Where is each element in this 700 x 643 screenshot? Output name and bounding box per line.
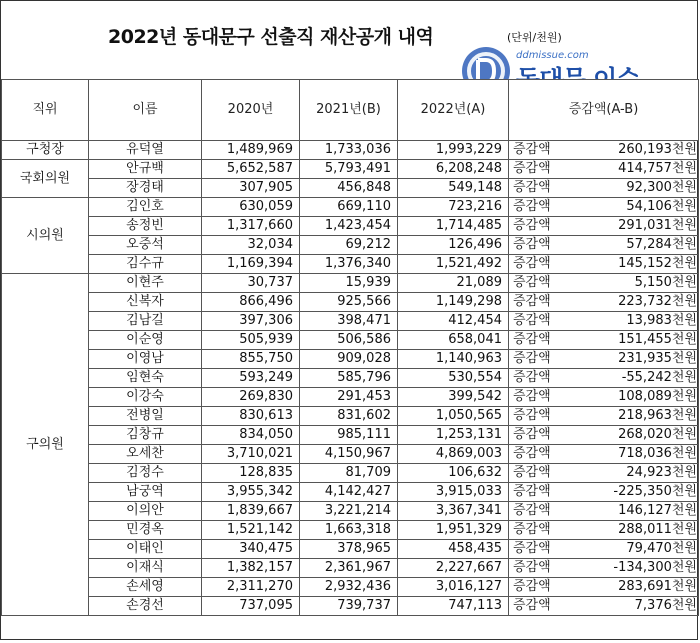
- name-cell: 민경옥: [89, 521, 202, 540]
- table-row: [2, 141, 699, 160]
- unit-label: (단위/천원): [507, 31, 562, 44]
- table-row: [2, 293, 699, 312]
- change-value: 414,757천원: [618, 161, 697, 176]
- value-2022-cell: 3,915,033: [398, 483, 509, 502]
- change-label: 증감액: [513, 351, 551, 366]
- value-2022-cell: 1,149,298: [398, 293, 509, 312]
- value-2020-cell: 834,050: [202, 426, 300, 445]
- change-cell: [509, 198, 699, 217]
- change-label: 증감액: [513, 275, 551, 290]
- change-cell: [509, 369, 699, 388]
- name-cell: 김수규: [89, 255, 202, 274]
- header-name: 이름: [89, 80, 202, 141]
- table-row: [2, 312, 699, 331]
- name-cell: 임현숙: [89, 369, 202, 388]
- change-cell: [509, 293, 699, 312]
- value-2020-cell: 269,830: [202, 388, 300, 407]
- name-cell: 이태인: [89, 540, 202, 559]
- asset-disclosure-table: [1, 79, 699, 616]
- table-row: [2, 559, 699, 578]
- value-2022-cell: 1,140,963: [398, 350, 509, 369]
- change-label: 증감액: [513, 522, 551, 537]
- change-label: 증감액: [513, 408, 551, 423]
- value-2021-cell: 398,471: [300, 312, 398, 331]
- value-2021-cell: 4,142,427: [300, 483, 398, 502]
- value-2021-cell: 1,423,454: [300, 217, 398, 236]
- change-cell: [509, 559, 699, 578]
- value-2020-cell: 866,496: [202, 293, 300, 312]
- change-value: -225,350천원: [613, 484, 697, 499]
- change-cell: [509, 521, 699, 540]
- change-cell: [509, 179, 699, 198]
- change-cell: [509, 388, 699, 407]
- change-cell: [509, 236, 699, 255]
- value-2022-cell: 126,496: [398, 236, 509, 255]
- change-cell: [509, 217, 699, 236]
- value-2020-cell: 630,059: [202, 198, 300, 217]
- change-value: 291,031천원: [618, 218, 697, 233]
- change-value: 13,983천원: [626, 313, 697, 328]
- change-cell: [509, 350, 699, 369]
- value-2021-cell: 1,663,318: [300, 521, 398, 540]
- change-value: 268,020천원: [618, 427, 697, 442]
- value-2020-cell: 737,095: [202, 597, 300, 616]
- value-2022-cell: 3,367,341: [398, 502, 509, 521]
- table-row: [2, 331, 699, 350]
- position-cell: 구의원: [2, 274, 89, 616]
- change-label: 증감액: [513, 313, 551, 328]
- value-2022-cell: 1,050,565: [398, 407, 509, 426]
- table-row: [2, 388, 699, 407]
- change-cell: [509, 597, 699, 616]
- name-cell: 김인호: [89, 198, 202, 217]
- change-label: 증감액: [513, 579, 551, 594]
- change-cell: [509, 312, 699, 331]
- change-value: 108,089천원: [618, 389, 697, 404]
- table-row: [2, 179, 699, 198]
- value-2022-cell: 412,454: [398, 312, 509, 331]
- value-2021-cell: 1,376,340: [300, 255, 398, 274]
- value-2020-cell: 505,939: [202, 331, 300, 350]
- position-cell: 시의원: [2, 198, 89, 274]
- table-row: [2, 369, 699, 388]
- value-2022-cell: 4,869,003: [398, 445, 509, 464]
- header-2022: 2022년(A): [398, 80, 509, 141]
- name-cell: 손경선: [89, 597, 202, 616]
- value-2021-cell: 291,453: [300, 388, 398, 407]
- change-value: 54,106천원: [626, 199, 697, 214]
- change-value: -134,300천원: [613, 560, 697, 575]
- change-cell: [509, 407, 699, 426]
- change-label: 증감액: [513, 142, 551, 157]
- name-cell: 김창규: [89, 426, 202, 445]
- change-cell: [509, 578, 699, 597]
- change-label: 증감액: [513, 446, 551, 461]
- change-value: 57,284천원: [626, 237, 697, 252]
- value-2021-cell: 1,733,036: [300, 141, 398, 160]
- change-value: 7,376천원: [634, 598, 697, 613]
- value-2021-cell: 69,212: [300, 236, 398, 255]
- value-2022-cell: 1,253,131: [398, 426, 509, 445]
- value-2021-cell: 5,793,491: [300, 160, 398, 179]
- change-label: 증감액: [513, 237, 551, 252]
- value-2021-cell: 2,932,436: [300, 578, 398, 597]
- table-row: [2, 274, 699, 293]
- value-2020-cell: 128,835: [202, 464, 300, 483]
- name-cell: 이의안: [89, 502, 202, 521]
- value-2021-cell: 985,111: [300, 426, 398, 445]
- table-row: [2, 407, 699, 426]
- table-row: [2, 350, 699, 369]
- change-label: 증감액: [513, 598, 551, 613]
- value-2021-cell: 909,028: [300, 350, 398, 369]
- change-label: 증감액: [513, 560, 551, 575]
- value-2021-cell: 739,737: [300, 597, 398, 616]
- value-2020-cell: 830,613: [202, 407, 300, 426]
- table-row: [2, 521, 699, 540]
- change-value: 223,732천원: [618, 294, 697, 309]
- change-cell: [509, 255, 699, 274]
- change-cell: [509, 274, 699, 293]
- value-2020-cell: 2,311,270: [202, 578, 300, 597]
- table-row: [2, 597, 699, 616]
- value-2022-cell: 6,208,248: [398, 160, 509, 179]
- value-2021-cell: 831,602: [300, 407, 398, 426]
- value-2021-cell: 3,221,214: [300, 502, 398, 521]
- change-value: 718,036천원: [618, 446, 697, 461]
- change-label: 증감액: [513, 484, 551, 499]
- logo-url-text: ddmissue.com: [516, 50, 589, 61]
- name-cell: 오세찬: [89, 445, 202, 464]
- value-2022-cell: 1,521,492: [398, 255, 509, 274]
- value-2020-cell: 593,249: [202, 369, 300, 388]
- value-2020-cell: 855,750: [202, 350, 300, 369]
- name-cell: 이현주: [89, 274, 202, 293]
- table-row: [2, 236, 699, 255]
- value-2020-cell: 3,710,021: [202, 445, 300, 464]
- change-label: 증감액: [513, 294, 551, 309]
- value-2022-cell: 2,227,667: [398, 559, 509, 578]
- change-value: 24,923천원: [626, 465, 697, 480]
- table-row: [2, 540, 699, 559]
- change-value: -55,242천원: [621, 370, 697, 385]
- header-2021: 2021년(B): [300, 80, 398, 141]
- value-2022-cell: 747,113: [398, 597, 509, 616]
- change-label: 증감액: [513, 218, 551, 233]
- table-row: [2, 255, 699, 274]
- change-value: 5,150천원: [634, 275, 697, 290]
- value-2020-cell: 1,839,667: [202, 502, 300, 521]
- table-row: [2, 217, 699, 236]
- value-2021-cell: 669,110: [300, 198, 398, 217]
- name-cell: 이강숙: [89, 388, 202, 407]
- name-cell: 전병일: [89, 407, 202, 426]
- table-row: [2, 483, 699, 502]
- name-cell: 유덕열: [89, 141, 202, 160]
- change-cell: [509, 445, 699, 464]
- table-row: [2, 426, 699, 445]
- name-cell: 안규백: [89, 160, 202, 179]
- change-cell: [509, 141, 699, 160]
- value-2022-cell: 21,089: [398, 274, 509, 293]
- value-2020-cell: 340,475: [202, 540, 300, 559]
- change-cell: [509, 426, 699, 445]
- value-2020-cell: 32,034: [202, 236, 300, 255]
- value-2020-cell: 397,306: [202, 312, 300, 331]
- change-label: 증감액: [513, 370, 551, 385]
- value-2022-cell: 658,041: [398, 331, 509, 350]
- value-2022-cell: 549,148: [398, 179, 509, 198]
- change-value: 146,127천원: [618, 503, 697, 518]
- value-2020-cell: 1,521,142: [202, 521, 300, 540]
- change-cell: [509, 502, 699, 521]
- value-2020-cell: 3,955,342: [202, 483, 300, 502]
- value-2021-cell: 81,709: [300, 464, 398, 483]
- value-2022-cell: 3,016,127: [398, 578, 509, 597]
- change-cell: [509, 464, 699, 483]
- name-cell: 남궁역: [89, 483, 202, 502]
- value-2021-cell: 15,939: [300, 274, 398, 293]
- value-2020-cell: 307,905: [202, 179, 300, 198]
- position-cell: 국회의원: [2, 160, 89, 198]
- change-value: 288,011천원: [618, 522, 697, 537]
- change-label: 증감액: [513, 427, 551, 442]
- value-2022-cell: 1,993,229: [398, 141, 509, 160]
- value-2020-cell: 1,489,969: [202, 141, 300, 160]
- value-2021-cell: 2,361,967: [300, 559, 398, 578]
- value-2021-cell: 4,150,967: [300, 445, 398, 464]
- name-cell: 이재식: [89, 559, 202, 578]
- value-2022-cell: 1,951,329: [398, 521, 509, 540]
- change-value: 260,193천원: [618, 142, 697, 157]
- table-row: [2, 464, 699, 483]
- value-2021-cell: 925,566: [300, 293, 398, 312]
- table-row: [2, 198, 699, 217]
- value-2022-cell: 723,216: [398, 198, 509, 217]
- table-row: [2, 578, 699, 597]
- position-cell: 구청장: [2, 141, 89, 160]
- name-cell: 이순영: [89, 331, 202, 350]
- change-value: 218,963천원: [618, 408, 697, 423]
- value-2021-cell: 378,965: [300, 540, 398, 559]
- value-2020-cell: 5,652,587: [202, 160, 300, 179]
- value-2022-cell: 458,435: [398, 540, 509, 559]
- name-cell: 김정수: [89, 464, 202, 483]
- value-2021-cell: 506,586: [300, 331, 398, 350]
- value-2020-cell: 1,382,157: [202, 559, 300, 578]
- change-cell: [509, 540, 699, 559]
- change-value: 283,691천원: [618, 579, 697, 594]
- value-2022-cell: 1,714,485: [398, 217, 509, 236]
- name-cell: 송정빈: [89, 217, 202, 236]
- change-value: 92,300천원: [626, 180, 697, 195]
- change-label: 증감액: [513, 389, 551, 404]
- page-title: 2022년 동대문구 선출직 재산공개 내역: [108, 26, 434, 48]
- name-cell: 김남길: [89, 312, 202, 331]
- table-row: [2, 445, 699, 464]
- name-cell: 오중석: [89, 236, 202, 255]
- change-cell: [509, 483, 699, 502]
- change-value: 231,935천원: [618, 351, 697, 366]
- change-cell: [509, 160, 699, 179]
- change-label: 증감액: [513, 256, 551, 271]
- name-cell: 이영남: [89, 350, 202, 369]
- header-change: 증감액(A-B): [509, 80, 699, 141]
- value-2020-cell: 1,317,660: [202, 217, 300, 236]
- name-cell: 신복자: [89, 293, 202, 312]
- change-label: 증감액: [513, 465, 551, 480]
- change-label: 증감액: [513, 180, 551, 195]
- change-value: 145,152천원: [618, 256, 697, 271]
- header-2020: 2020년: [202, 80, 300, 141]
- change-value: 151,455천원: [618, 332, 697, 347]
- change-value: 79,470천원: [626, 541, 697, 556]
- change-label: 증감액: [513, 541, 551, 556]
- change-label: 증감액: [513, 332, 551, 347]
- table-row: [2, 502, 699, 521]
- value-2021-cell: 456,848: [300, 179, 398, 198]
- change-label: 증감액: [513, 503, 551, 518]
- value-2022-cell: 399,542: [398, 388, 509, 407]
- value-2020-cell: 1,169,394: [202, 255, 300, 274]
- value-2022-cell: 106,632: [398, 464, 509, 483]
- table-header-row: [2, 80, 699, 141]
- header-position: 직위: [2, 80, 89, 141]
- change-label: 증감액: [513, 199, 551, 214]
- table-row: [2, 160, 699, 179]
- value-2022-cell: 530,554: [398, 369, 509, 388]
- value-2020-cell: 30,737: [202, 274, 300, 293]
- change-cell: [509, 331, 699, 350]
- change-label: 증감액: [513, 161, 551, 176]
- value-2021-cell: 585,796: [300, 369, 398, 388]
- name-cell: 장경태: [89, 179, 202, 198]
- name-cell: 손세영: [89, 578, 202, 597]
